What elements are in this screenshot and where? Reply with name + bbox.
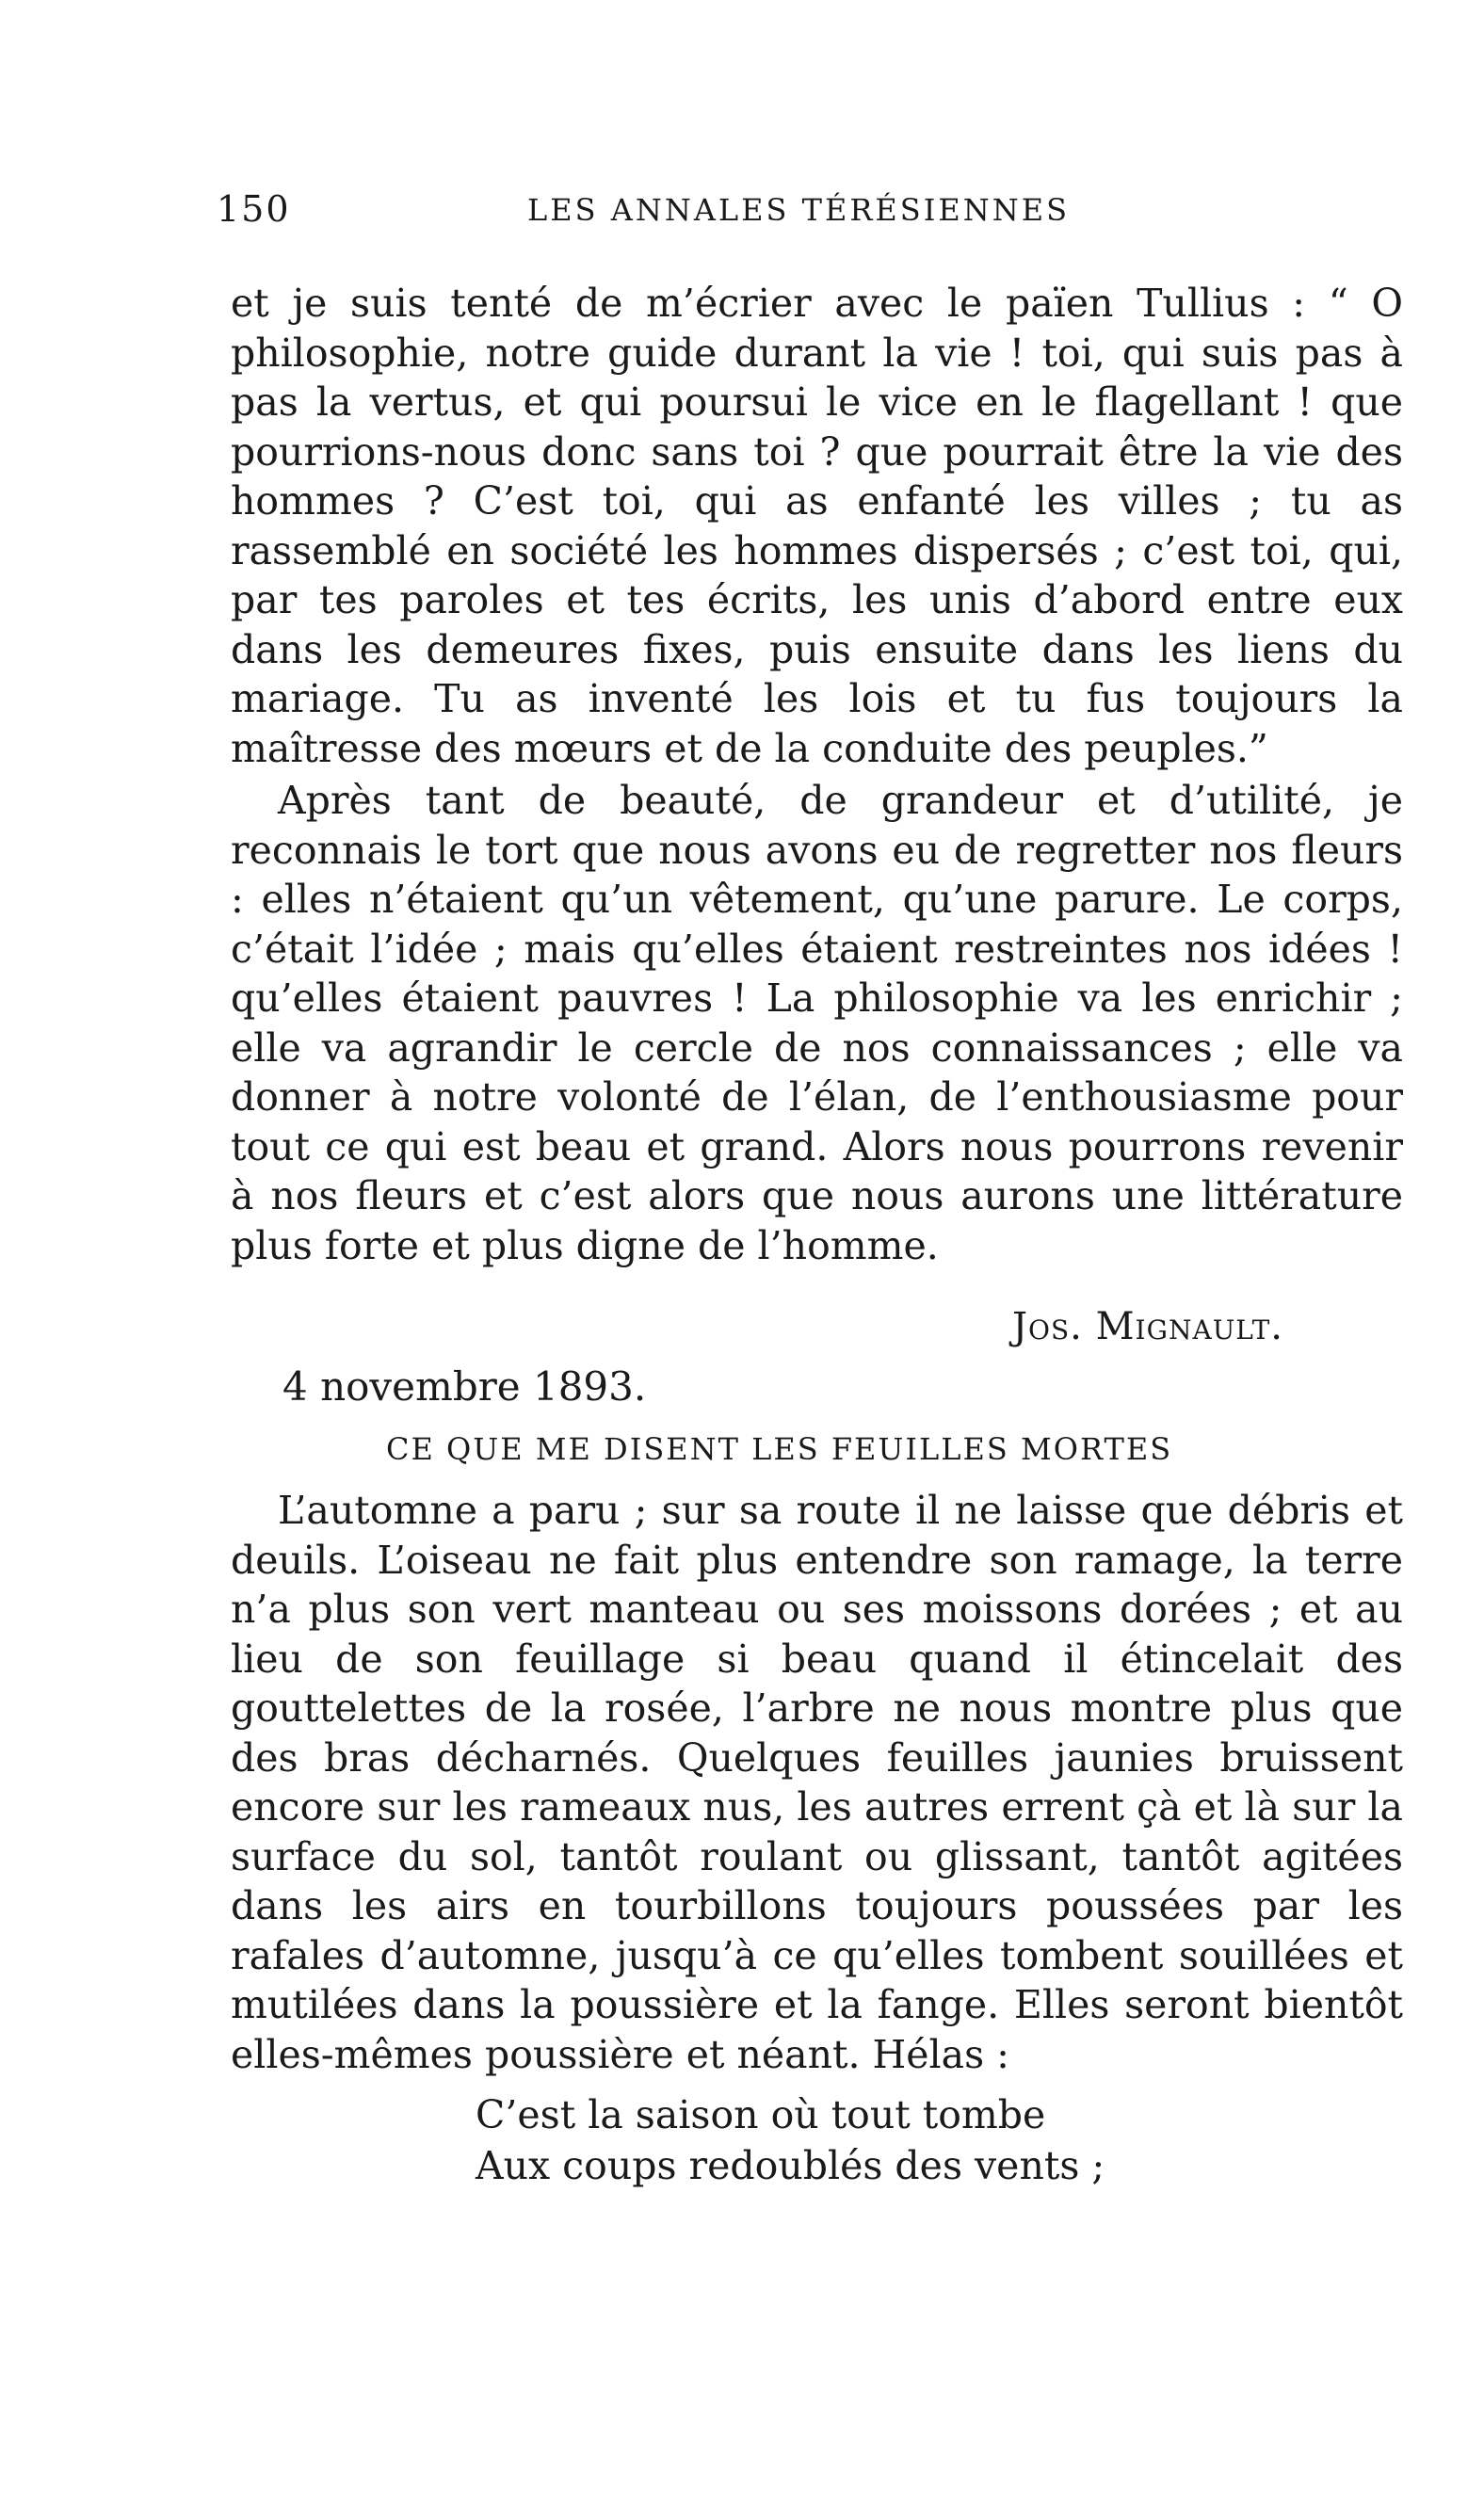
verse-line: Aux coups redoublés des vents ; <box>476 2143 1105 2188</box>
date-line: 4 novembre 1893. <box>282 1363 647 1410</box>
section-title: CE QUE ME DISENT LES FEUILLES MORTES <box>386 1431 1173 1467</box>
paragraph-philosophy-quote: et je suis tenté de m’écrier avec le païen Tullius : “ O philosophie, notre guide durant la vie ! toi, qui suis pas à pas la vertus, et qui poursui le vice en le flagellant ! que pourrions-nous donc sans toi ? que pourrait être la vie des hommes ? C’est toi, qui as enfanté les villes ; tu as rassemblé en société les hommes dispersés ; c’est toi, qui, par tes paroles et tes écrits, les unis d’abord entre eux dans les demeures fixes, puis ensuite dans les liens du mariage. Tu as inventé les lois et tu fus toujours la maîtresse des mœurs et de la conduite des peuples.” <box>231 281 1403 771</box>
page-header <box>217 188 1412 245</box>
author-signature: Jos. Mignault. <box>1012 1305 1284 1348</box>
verse-line: C’est la saison où tout tombe <box>476 2092 1046 2137</box>
running-head: LES ANNALES TÉRÉSIENNES <box>527 192 1070 228</box>
page-number: 150 <box>217 188 291 230</box>
paragraph-autumn: L’automne a paru ; sur sa route il ne laisse que débris et deuils. L’oiseau ne fait plus entendre son ramage, la terre n’a plus son vert manteau ou ses moissons dorées ; et au lieu de son feuillage si beau quand il étincelait des gouttelettes de la rosée, l’arbre ne nous montre plus que des bras décharnés. Quelques feuilles jaunies bruissent encore sur les rameaux nus, les autres errent çà et là sur la surface du sol, tantôt roulant ou glissant, tantôt agitées dans les airs en tourbillons toujours poussées par les rafales d’automne, jusqu’à ce qu’elles tombent souillées et mutilées dans la poussière et la fange. Elles seront bientôt elles-mêmes poussière et néant. Hélas : <box>231 1488 1403 2077</box>
paragraph-conclusion: Après tant de beauté, de grandeur et d’utilité, je reconnais le tort que nous avons eu de regretter nos fleurs : elles n’étaient qu’un vêtement, qu’une parure. Le corps, c’était l’idée ; mais qu’elles étaient restreintes nos idées ! qu’elles étaient pauvres ! La philosophie va les enrichir ; elle va agrandir le cercle de nos connaissances ; elle va donner à notre volonté de l’élan, de l’enthousiasme pour tout ce qui est beau et grand. Alors nous pourrons revenir à nos fleurs et c’est alors que nous aurons une littérature plus forte et plus digne de l’homme. <box>231 778 1403 1268</box>
